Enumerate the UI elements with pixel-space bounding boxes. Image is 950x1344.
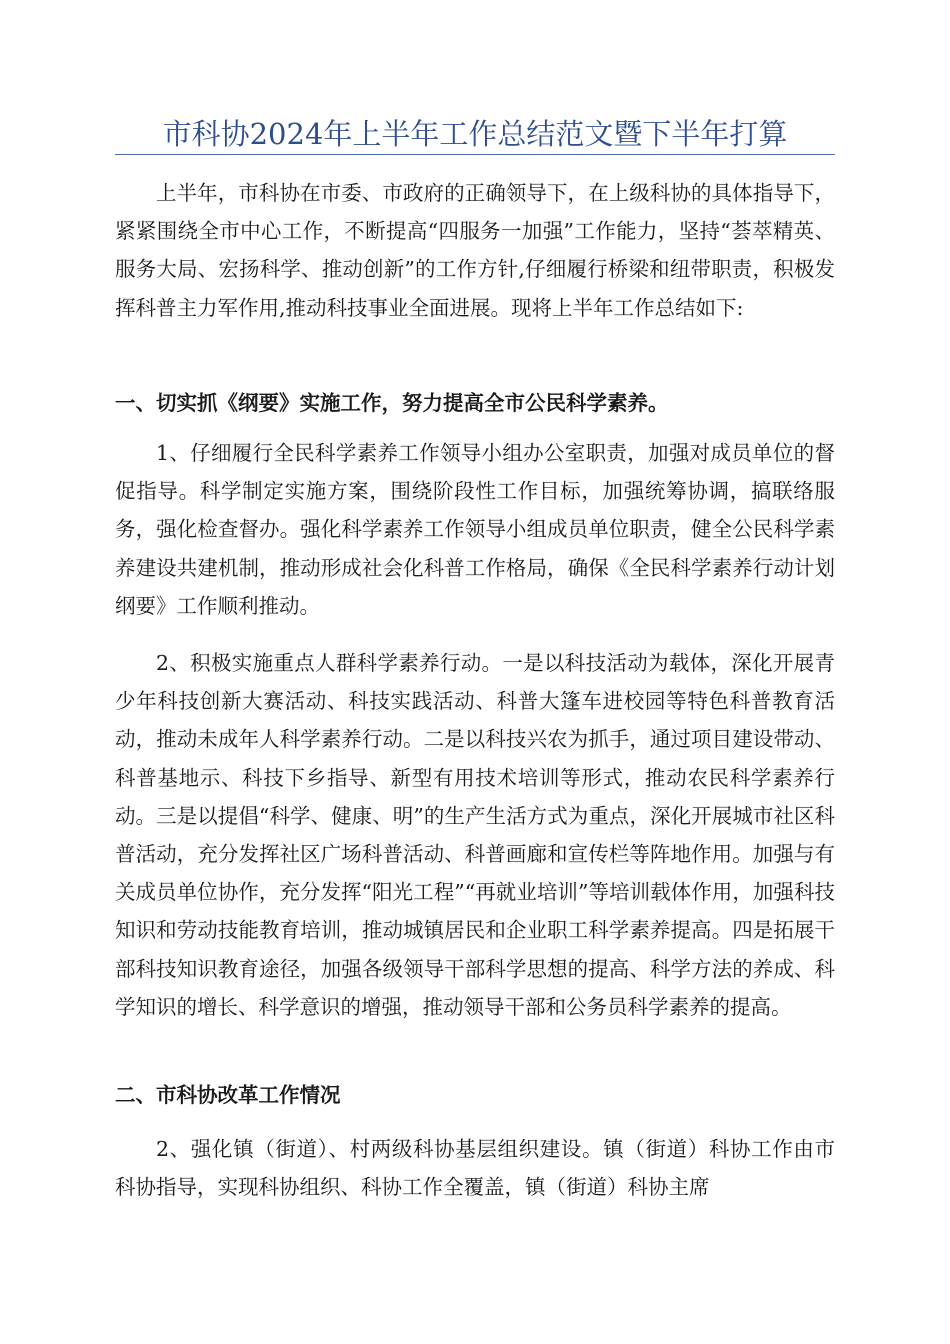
title-underline (115, 154, 835, 155)
section-1-paragraph-1: 1、仔细履行全民科学素养工作领导小组办公室职责，加强对成员单位的督促指导。科学制定实施方案，围绕阶段性工作目标，加强统筹协调，搞联络服务，强化检查督办。强化科学素养工作领导小组成员单位职责，健全公民科学素养建设共建机制，推动形成社会化科普工作格局，确保《全民科学素养行动计划纲要》工作顺利推动。 (115, 441, 835, 618)
section-1-paragraph-2: 2、积极实施重点人群科学素养行动。一是以科技活动为载体，深化开展青少年科技创新大赛活动、科技实践活动、科普大篷车进校园等特色科普教育活动，推动未成年人科学素养行动。二是以科技兴农为抓手，通过项目建设带动、科普基地示、科技下乡指导、新型有用技术培训等形式，推动农民科学素养行动。三是以提倡“科学、健康、明”的生产生活方式为重点，深化开展城市社区科普活动，充分发挥社区广场科普活动、科普画廊和宣传栏等阵地作用。加强与有关成员单位协作，充分发挥“阳光工程”“再就业培训”等培训载体作用，加强科技知识和劳动技能教育培训，推动城镇居民和企业职工科学素养提高。四是拓展干部科技知识教育途径，加强各级领导干部科学思想的提高、科学方法的养成、科学知识的增长、科学意识的增强，推动领导干部和公务员科学素养的提高。 (115, 651, 835, 1019)
intro-paragraph: 上半年，市科协在市委、市政府的正确领导下，在上级科协的具体指导下，紧紧围绕全市中心工作，不断提高“四服务一加强”工作能力，坚持“荟萃精英、服务大局、宏扬科学、推动创新”的工作方针,仔细履行桥梁和纽带职责，积极发挥科普主力军作用,推动科技事业全面进展。现将上半年工作总结如下: (115, 181, 835, 320)
section-heading-2: 二、市科协改革工作情况 (115, 1083, 341, 1107)
section-2-paragraph-1: 2、强化镇（街道）、村两级科协基层组织建设。镇（街道）科协工作由市科协指导，实现科协组织、科协工作全覆盖，镇（街道）科协主席 (115, 1137, 835, 1200)
document-title: 市科协2024年上半年工作总结范文暨下半年打算 (162, 117, 788, 151)
section-heading-1: 一、切实抓《纲要》实施工作，努力提高全市公民科学素养。 (115, 391, 669, 415)
